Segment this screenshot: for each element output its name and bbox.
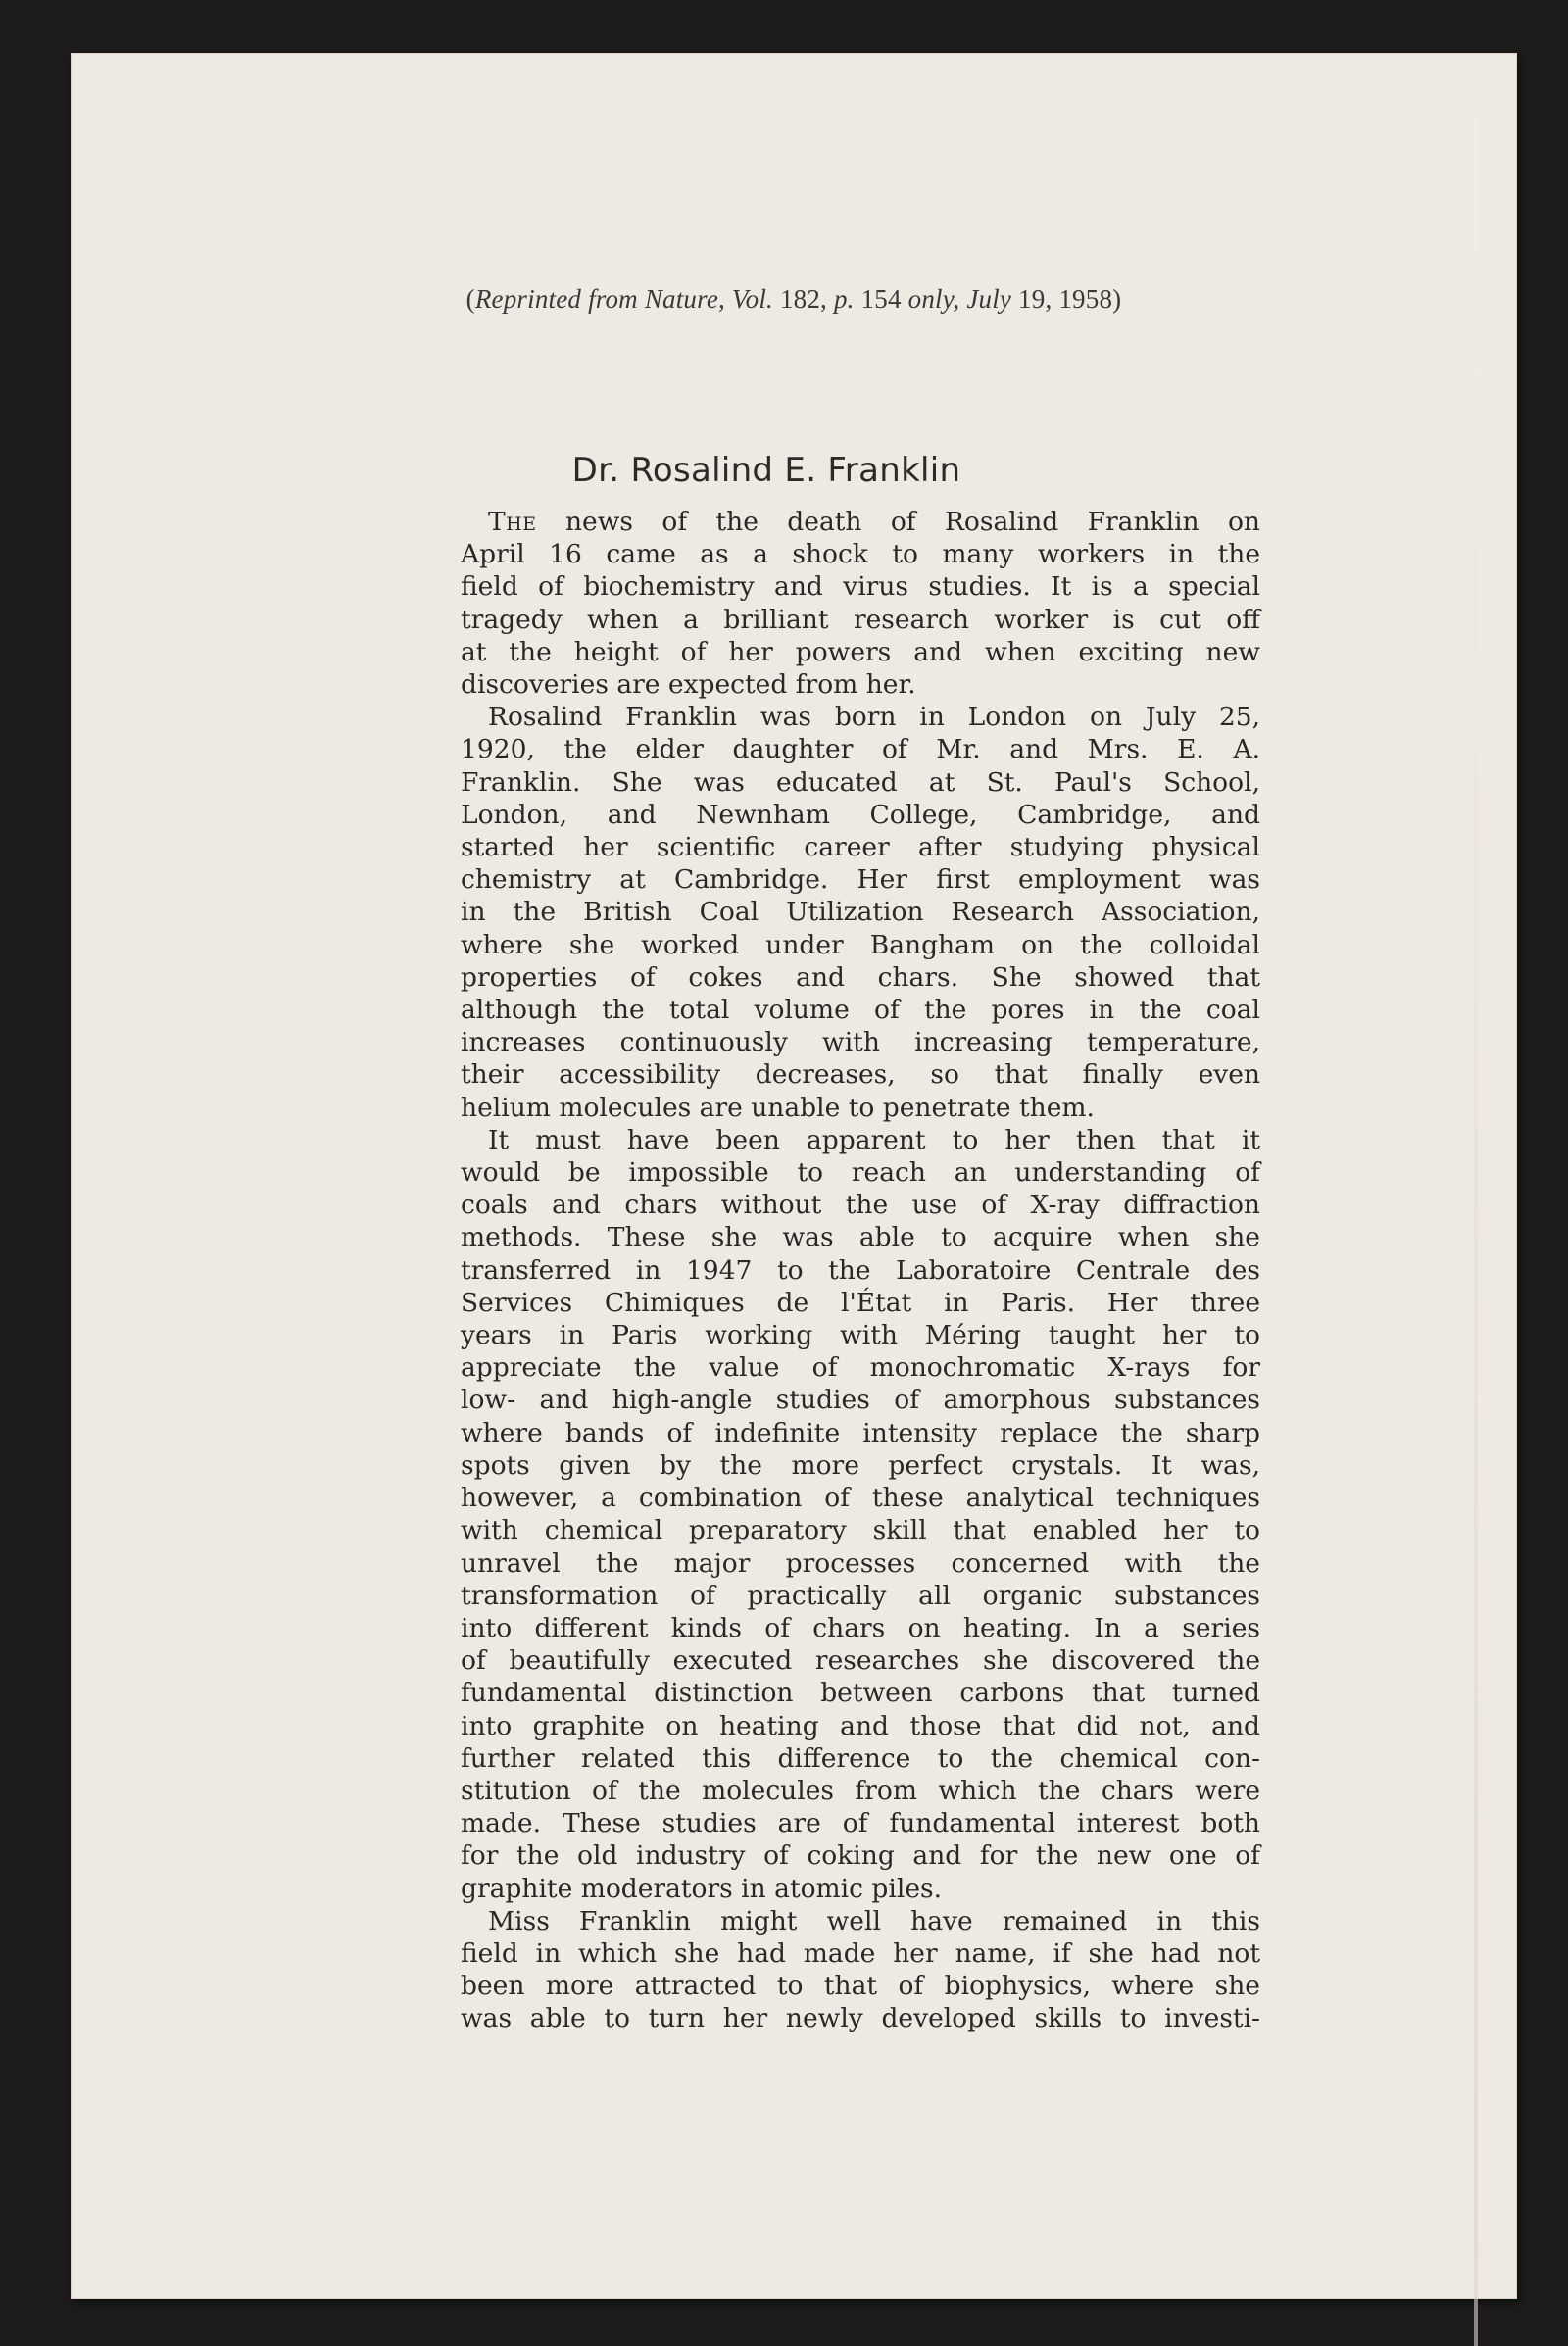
text-line: coals and chars without the use of X-ray diffraction: [461, 1190, 1260, 1221]
text-line: helium molecules are unable to penetrate them.: [461, 1092, 1095, 1123]
text-line: where she worked under Bangham on the colloidal: [461, 929, 1260, 960]
article-title: Dr. Rosalind E. Franklin: [571, 451, 961, 490]
text-line: It must have been apparent to her then that it: [488, 1124, 1260, 1155]
paper-edge: [1474, 112, 1478, 2346]
paragraph-4: [461, 1905, 1260, 2035]
citation-date: 19, 1958): [1018, 284, 1122, 314]
text-line: for the old industry of coking and for the new one of: [461, 1840, 1260, 1872]
text-line: London, and Newnham College, Cambridge, and: [461, 799, 1260, 830]
text-line: into different kinds of chars on heating. In a series: [461, 1612, 1260, 1643]
text-line: made. These studies are of fundamental interest both: [461, 1808, 1260, 1839]
text-line: further related this difference to the chemical con-: [461, 1742, 1260, 1774]
text-line: discoveries are expected from her.: [461, 669, 916, 701]
text-line: spots given by the more perfect crystals. It was,: [461, 1449, 1260, 1481]
text-line: field in which she had made her name, if she had not: [461, 1937, 1260, 1969]
citation-source: Reprinted from Nature, Vol.: [474, 284, 773, 314]
reprint-citation: (Reprinted from Nature, Vol. 182, p. 154 only, July 19, 1958): [466, 284, 1122, 314]
text-line: methods. These she was able to acquire when she: [461, 1222, 1260, 1253]
text-line: tragedy when a brilliant research worker is cut off: [461, 604, 1260, 635]
text-line: at the height of her powers and when exciting new: [461, 636, 1260, 667]
text-line: years in Paris working with Méring taught her to: [461, 1320, 1260, 1351]
text-line: their accessibility decreases, so that finally even: [461, 1059, 1260, 1091]
text-line: although the total volume of the pores in the coal: [461, 995, 1260, 1026]
text-line: Services Chimiques de l'État in Paris. Her three: [461, 1287, 1260, 1318]
text-line: increases continuously with increasing temperature,: [461, 1027, 1260, 1058]
text-line: field of biochemistry and virus studies. It is a special: [461, 571, 1260, 603]
text-line: where bands of indefinite intensity replace the sharp: [461, 1417, 1260, 1448]
text-line: would be impossible to reach an understanding of: [461, 1157, 1260, 1189]
text-line: Miss Franklin might well have remained in this: [488, 1905, 1260, 1936]
text-line: The news of the death of Rosalind Franklin on: [488, 507, 1260, 537]
text-line: appreciate the value of monochromatic X-rays for: [461, 1352, 1260, 1384]
paper-sheet: [71, 53, 1517, 2299]
text-line: stitution of the molecules from which the chars were: [461, 1775, 1260, 1806]
text-line: low- and high-angle studies of amorphous substances: [461, 1385, 1260, 1416]
text-line: graphite moderators in atomic piles.: [461, 1873, 943, 1904]
text-line: of beautifully executed researches she discovered the: [461, 1645, 1260, 1677]
text-line: 1920, the elder daughter of Mr. and Mrs. E. A.: [461, 734, 1260, 765]
text-line: was able to turn her newly developed skills to investi-: [461, 2003, 1260, 2034]
paragraph-2: [461, 701, 1260, 1124]
text-line: transferred in 1947 to the Laboratoire Centrale des: [461, 1254, 1260, 1286]
article-body: [461, 506, 1260, 2035]
text-line: with chemical preparatory skill that enabled her to: [461, 1515, 1260, 1546]
text-line: however, a combination of these analytical techniques: [461, 1483, 1260, 1514]
text-line: transformation of practically all organic substances: [461, 1580, 1260, 1611]
paragraph-3: [461, 1124, 1260, 1905]
text-line: in the British Coal Utilization Research Association,: [461, 897, 1260, 928]
lead-word: The: [488, 507, 537, 537]
text-line: unravel the major processes concerned with the: [461, 1547, 1260, 1579]
text-line: into graphite on heating and those that did not, and: [461, 1710, 1260, 1741]
text-line: chemistry at Cambridge. Her first employment was: [461, 864, 1260, 896]
text-line: fundamental distinction between carbons that turned: [461, 1678, 1260, 1709]
paragraph-1: [461, 506, 1260, 701]
citation-page: 154: [860, 284, 902, 314]
text-line: started her scientific career after studying physical: [461, 832, 1260, 863]
text-line: properties of cokes and chars. She showed that: [461, 961, 1260, 993]
text-line: Franklin. She was educated at St. Paul's School,: [461, 766, 1260, 798]
text-line: been more attracted to that of biophysics, where she: [461, 1971, 1260, 2002]
citation-volume: 182,: [779, 284, 827, 314]
text-line: April 16 came as a shock to many workers in the: [461, 539, 1260, 570]
text-line: Rosalind Franklin was born in London on July 25,: [488, 702, 1260, 733]
